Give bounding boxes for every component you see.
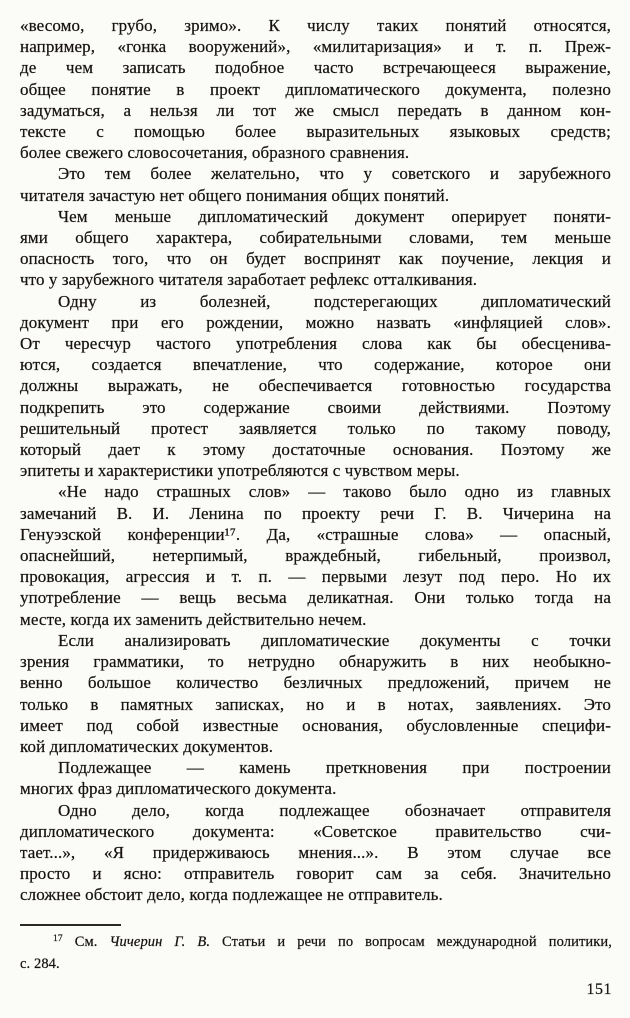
text-line: кой дипломатических документов. (20, 736, 274, 756)
text-line: читателя зачастую нет общего понимания общих понятий. (20, 185, 450, 205)
text-line: который дает к этому достаточные основания. Поэтому же (20, 440, 611, 460)
text-line: опаснейший, нетерпимый, враждебный, гибельный, произвол, (20, 546, 611, 566)
footnote-author: Чичерин Г. В. (109, 934, 211, 950)
text-line: более свежего словосочетания, образного сравнения. (20, 143, 410, 163)
footnote-text: Статьи и речи по вопросам международной политики, (222, 934, 612, 950)
footnote (20, 933, 612, 974)
text-block (20, 15, 611, 906)
text-line: замечаний В. И. Ленина по проекту речи Г. В. Чичерина на (20, 503, 611, 523)
text-line: многих фраз дипломатического документа. (20, 779, 337, 799)
text-line: ями общего характера, собирательными словами, тем меньше (20, 228, 611, 248)
text-line: тексте с помощью более выразительных языковых средств; (20, 122, 611, 142)
text-line: «весомо, грубо, зримо». К числу таких понятий относятся, (20, 16, 611, 35)
text-line: задуматься, а нельзя ли тот же смысл передать в данном кон- (20, 100, 611, 120)
text-line: например, «гонка вооружений», «милитаризация» и т. п. Преж- (20, 37, 611, 57)
text-line: эпитеты и характеристики употребляются с чувством меры. (20, 461, 460, 481)
text-line: Одно дело, когда подлежащее обозначает отправителя (58, 800, 611, 820)
text-line: ются, создается впечатление, что содержание, которое они (20, 355, 611, 375)
text-line: решительный протест заявляется только по такому поводу, (20, 418, 611, 438)
text-line: провокация, агрессия и т. п. — первыми лезут под перо. Но их (20, 567, 611, 587)
text-line: Подлежащее — камень преткновения при построении (58, 758, 611, 778)
text-line: «Не надо страшных слов» — таково было одно из главных (58, 482, 611, 502)
text-line: От чересчур частого употребления слова как бы обесценива- (20, 334, 611, 354)
text-line: Одну из болезней, подстерегающих дипломатический (58, 291, 611, 311)
text-line: тает...», «Я придерживаюсь мнения...». В этом случае все (20, 842, 611, 862)
text-line: дипломатического документа: «Советское правительство счи- (20, 821, 611, 841)
footnote-marker: 17 (53, 934, 63, 944)
text-line: опасность того, что он будет воспринят как поучение, лекция и (20, 249, 611, 269)
text-line: Чем меньше дипломатический документ оперирует поняти- (58, 206, 611, 226)
text-line: что у зарубежного читателя заработает рефлекс отталкивания. (20, 270, 478, 290)
text-line: общее понятие в проект дипломатического документа, полезно (20, 79, 611, 99)
page-number: 151 (586, 981, 612, 998)
text-line: просто и ясно: отправитель говорит сам за себя. Значительно (20, 864, 611, 884)
text-line: документ при его рождении, можно назвать «инфляцией слов». (20, 312, 611, 332)
text-line: подкрепить это содержание своими действиями. Поэтому (20, 397, 611, 417)
text-line: венно большое количество безличных предложений, причем не (20, 673, 611, 693)
text-line: месте, когда их заменить действительно нечем. (20, 609, 367, 629)
text-line: должны выражать, не обеспечивается готовностью государства (20, 376, 611, 396)
footnote-line: с. 284. (20, 955, 60, 972)
footnote-lead: См. (74, 934, 98, 950)
text-line: имеет под собой известные основания, обусловленные специфи- (20, 715, 611, 735)
text-line: сложнее обстоит дело, когда подлежащее не отправитель. (20, 885, 443, 905)
text-line: зрения грамматики, то нетрудно обнаружить в них необыкно- (20, 652, 611, 672)
text-line: употребление — вещь весьма деликатная. Они только тогда на (20, 588, 611, 608)
text-line: Это тем более желательно, что у советского и зарубежного (58, 164, 611, 184)
text-line: только в памятных записках, но и в нотах, заявлениях. Это (20, 694, 611, 714)
text-line: Генуэзской конференции¹⁷. Да, «страшные слова» — опасный, (20, 524, 611, 544)
footnote-line (20, 933, 612, 955)
text-line: де чем записать подобное часто встречающееся выражение, (20, 58, 611, 78)
footnote-divider (20, 924, 121, 926)
text-line: Если анализировать дипломатические документы с точки (58, 630, 611, 650)
